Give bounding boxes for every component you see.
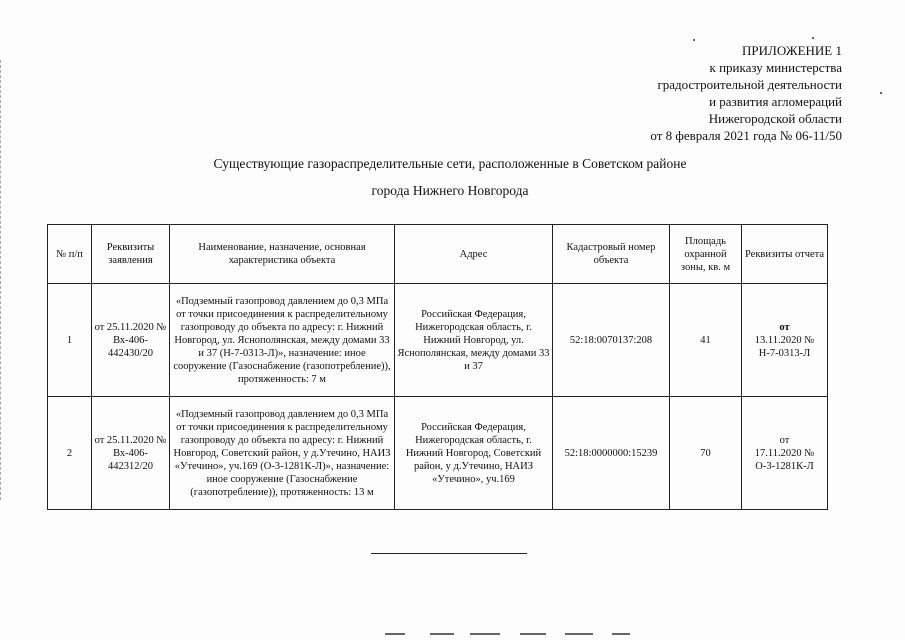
report-prefix: от: [779, 434, 790, 446]
cell-application: от 25.11.2020 № Вх-406-442430/20: [92, 284, 170, 397]
cell-application: от 25.11.2020 № Вх-406-442312/20: [92, 397, 170, 510]
cell-address: Российская Федерация, Нижегородская область, г. Нижний Новгород, ул. Яснополянская, между домами 33 и 37: [395, 284, 553, 397]
table-row: [48, 397, 828, 510]
col-header-num: № п/п: [48, 225, 92, 284]
report-details: 13.11.2020 № Н-7-0313-Л: [754, 334, 815, 359]
document-subtitle: города Нижнего Новгорода: [371, 183, 529, 198]
scan-footer-mark: [385, 633, 405, 635]
scan-footer-mark: [430, 633, 454, 635]
col-header-name: Наименование, назначение, основная характеристика объекта: [170, 225, 395, 284]
cell-name: «Подземный газопровод давлением до 0,3 МПа от точки присоединения к распределительному газопроводу до объекта по адресу: г. Нижний Новгород, ул. Яснополянская, между домами 33 и 37 (Н-7-0313-Л)», назначение: иное сооружение (Газоснабжение (газопотребление)), протяженность: 7 м: [170, 284, 395, 397]
col-header-area: Площадь охранной зоны, кв. м: [670, 225, 742, 284]
scan-speck: [693, 39, 695, 41]
appendix-line: к приказу министерства: [709, 60, 842, 75]
scan-footer-mark: [565, 633, 593, 635]
gas-network-table: [47, 224, 828, 510]
table-row: [48, 284, 828, 397]
scan-footer-mark: [520, 633, 546, 635]
scan-footer-mark: [470, 633, 500, 635]
end-separator-line: [371, 553, 527, 554]
cell-cadastre: 52:18:0000000:15239: [553, 397, 670, 510]
cell-address: Российская Федерация, Нижегородская область, г. Нижний Новгород, Советский район, у д.Утечино, НАИЗ «Утечино», уч.169: [395, 397, 553, 510]
appendix-line: и развития агломераций: [709, 94, 842, 109]
table-header-row: [48, 225, 828, 284]
cell-name: «Подземный газопровод давлением до 0,3 МПа от точки присоединения к распределительному газопроводу до объекта по адресу: г. Нижний Новгород, Советский район, у д.Утечино, НАИЗ «Утечино», уч.169 (О-3-1281К-Л)», назначение: иное сооружение (Газоснабжение (газопотребление)), протяженность: 13 м: [170, 397, 395, 510]
col-header-address: Адрес: [395, 225, 553, 284]
appendix-line: Нижегородской области: [708, 111, 842, 126]
col-header-cadastre: Кадастровый номер объекта: [553, 225, 670, 284]
scan-footer-mark: [612, 633, 630, 635]
appendix-order-date: от 8 февраля 2021 года № 06-11/50: [650, 128, 842, 143]
col-header-report: Реквизиты отчета: [742, 225, 828, 284]
appendix-title: ПРИЛОЖЕНИЕ 1: [742, 43, 842, 58]
report-details: 17.11.2020 № О-3-1281К-Л: [754, 447, 815, 472]
scan-speck: [880, 92, 882, 94]
cell-num: 1: [48, 284, 92, 397]
cell-report: [742, 397, 828, 510]
appendix-line: градостроительной деятельности: [657, 77, 842, 92]
cell-area: 70: [670, 397, 742, 510]
cell-num: 2: [48, 397, 92, 510]
cell-report: [742, 284, 828, 397]
document-title: Существующие газораспределительные сети, расположенные в Советском районе: [213, 156, 687, 171]
col-header-application: Реквизиты заявления: [92, 225, 170, 284]
cell-cadastre: 52:18:0070137:208: [553, 284, 670, 397]
scan-edge-marks: [0, 60, 4, 500]
report-prefix: от: [779, 321, 790, 333]
scan-speck: [812, 37, 814, 39]
cell-area: 41: [670, 284, 742, 397]
appendix-header: [650, 42, 842, 144]
